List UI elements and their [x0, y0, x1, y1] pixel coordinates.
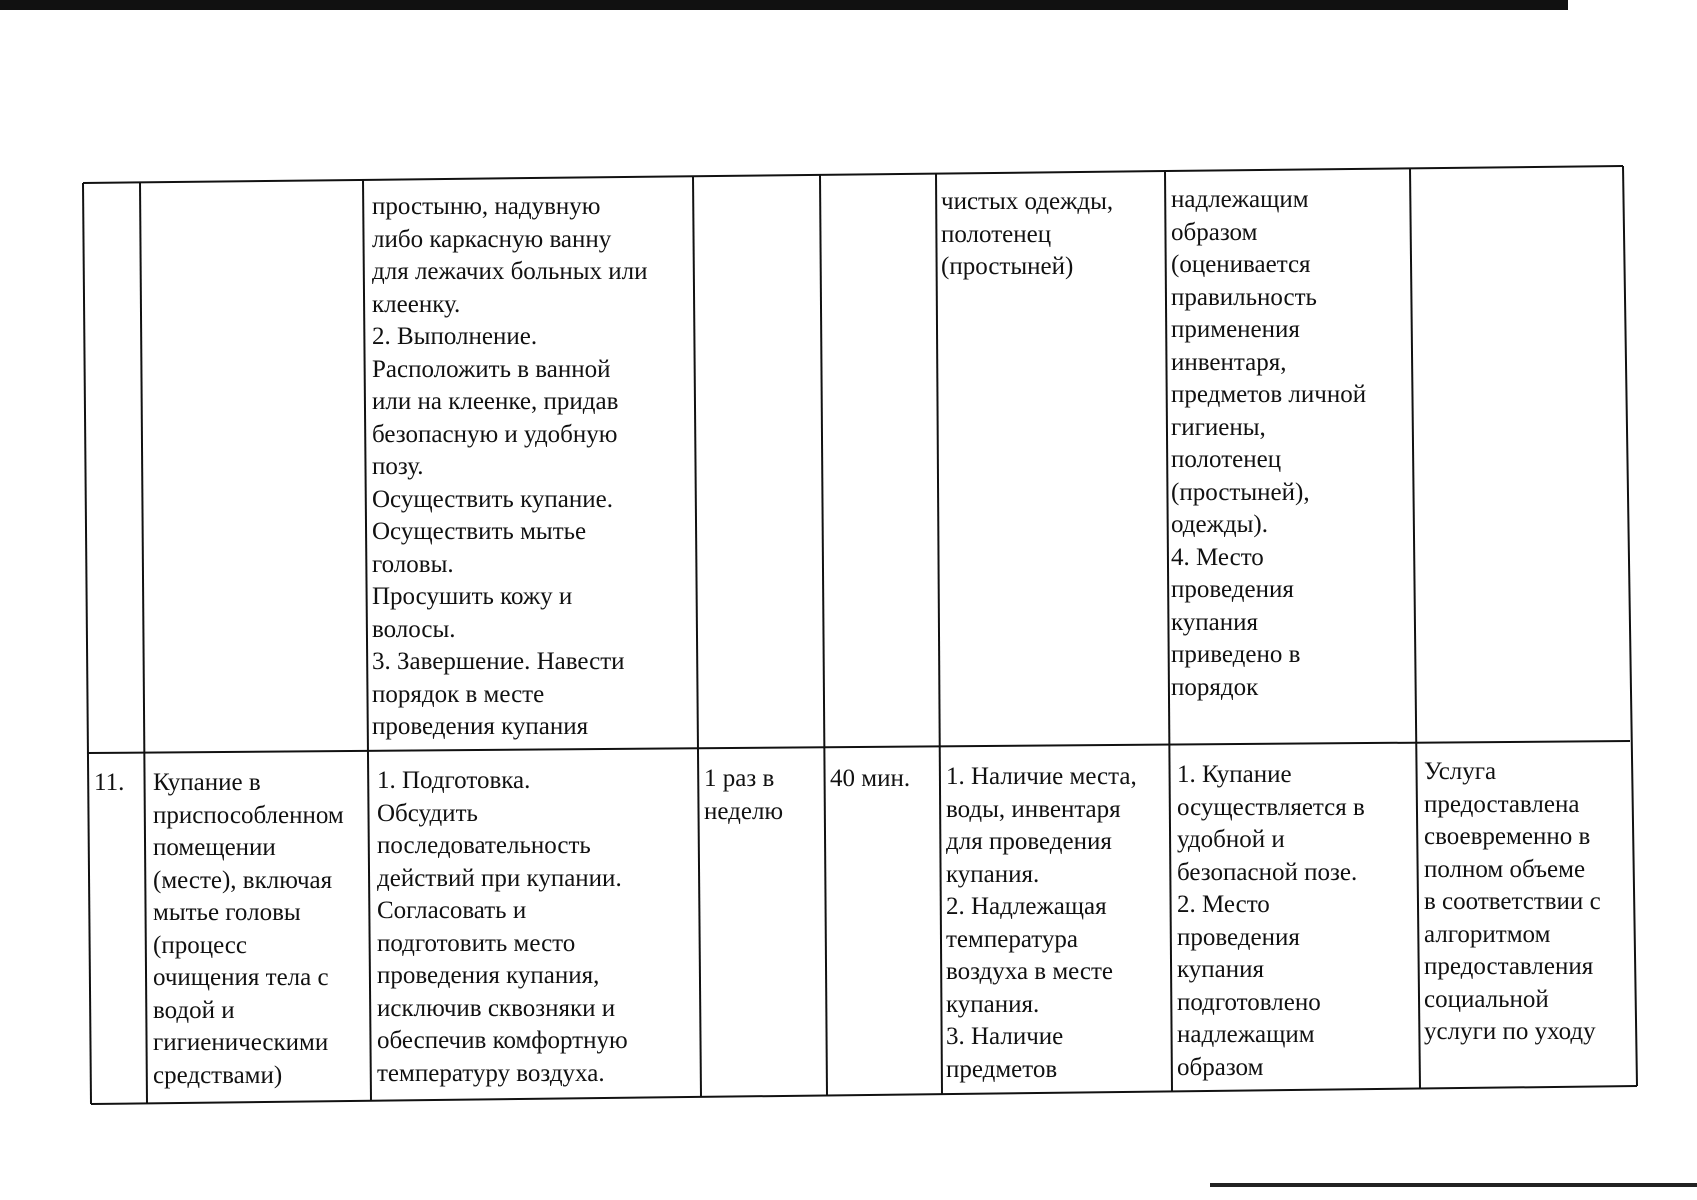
- table-left-border: [83, 183, 91, 1104]
- row-number-cell: 11.: [94, 769, 125, 796]
- row-divider: [88, 741, 1630, 753]
- procedure-continued-cell: простыню, надувную либо каркасную ванну для лежачих больных или клеенку. 2. Выполнение. Расположить в ванной или на клеенке, придав безопасную и удобную позу. Осуществить купание. Осуществить мытье головы. Просушить кожу и волосы. 3. Завершение. Навести порядок в месте проведения купания: [372, 193, 648, 740]
- frequency-cell: 1 раз в неделю: [704, 765, 784, 825]
- result-cell: Услуга предоставлена своевременно в полном объеме в соответствии с алгоритмом предоставления социальной услуги по уходу: [1424, 758, 1601, 1045]
- conditions-continued-cell: чистых одежды, полотенец (простыней): [941, 188, 1114, 280]
- duration-cell: 40 мин.: [830, 765, 911, 792]
- quality-continued-cell: надлежащим образом (оценивается правильность применения инвентаря, предметов личной гигиены, полотенец (простыней), одежды). 4. Место проведения купания приведено в порядок: [1171, 186, 1367, 701]
- conditions-cell: 1. Наличие места, воды, инвентаря для проведения купания. 2. Надлежащая температура воздуха в месте купания. 3. Наличие предметов: [946, 763, 1137, 1083]
- column-divider: [140, 182, 147, 1103]
- table-top-border: [83, 166, 1623, 183]
- service-name-cell: Купание в приспособленном помещении (месте), включая мытье головы (процесс очищения тела с водой и гигиеническими средствами): [153, 769, 344, 1089]
- column-divider: [936, 173, 942, 1095]
- column-divider: [820, 175, 827, 1096]
- procedure-cell: 1. Подготовка. Обсудить последовательность действий при купании. Согласовать и подготовить место проведения купания, исключив сквозняки и обеспечив комфортную температуру воздуха.: [377, 767, 628, 1087]
- quality-cell: 1. Купание осуществляется в удобной и безопасной позе. 2. Место проведения купания подготовлено надлежащим образом: [1177, 761, 1365, 1081]
